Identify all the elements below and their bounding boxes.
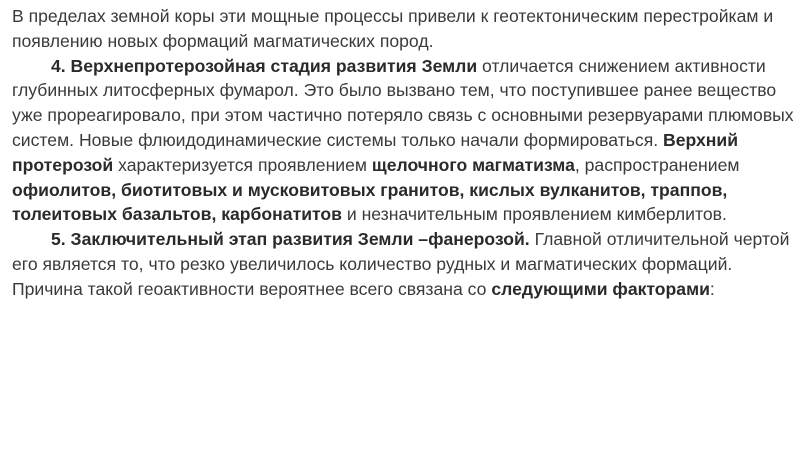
rock-types-list: офиолитов, биотитовых и мусковитовых гранитов, кислых вулканитов, траппов, толеитовых базальтов, карбонатитов bbox=[12, 179, 728, 225]
stage-4-text-1: отличается снижением активности глубинных литосферных фумарол. Это было вызвано тем, что поступившее ранее вещество уже прореагировало, при этом частично потеряло связь с основными резервуарами плюмовых систем. Новые флюидодинамические системы только начали формироваться. bbox=[12, 55, 794, 150]
upper-proterozoic-term: Верхний протерозой bbox=[12, 129, 739, 175]
following-factors-term: следующими факторами bbox=[491, 278, 710, 299]
stage-4-text-2: характеризуется проявлением bbox=[113, 154, 372, 175]
alkaline-magmatism-term: щелочного магматизма bbox=[371, 154, 575, 175]
stage-4-heading: 4. Верхнепротерозойная стадия развития Земли bbox=[51, 55, 478, 76]
stage-5-text-2: : bbox=[709, 278, 715, 299]
paragraph-stage-5 bbox=[12, 227, 794, 301]
stage-4-text-3: , распространением bbox=[574, 154, 740, 175]
paragraph-intro-text: В пределах земной коры эти мощные процессы привели к геотектоническим перестройкам и появлению новых формаций магматических пород. bbox=[12, 6, 774, 51]
paragraph-stage-4 bbox=[12, 54, 794, 228]
stage-4-text-4: и незначительным проявлением кимберлитов. bbox=[341, 204, 727, 225]
paragraph-intro bbox=[12, 4, 794, 54]
stage-5-heading: 5. Заключительный этап развития Земли –фанерозой. bbox=[51, 229, 530, 250]
stage-5-text-1: Главной отличительной чертой его является то, что резко увеличилось количество рудных и магматических формаций. Причина такой геоактивности вероятнее всего связана со bbox=[12, 229, 790, 299]
